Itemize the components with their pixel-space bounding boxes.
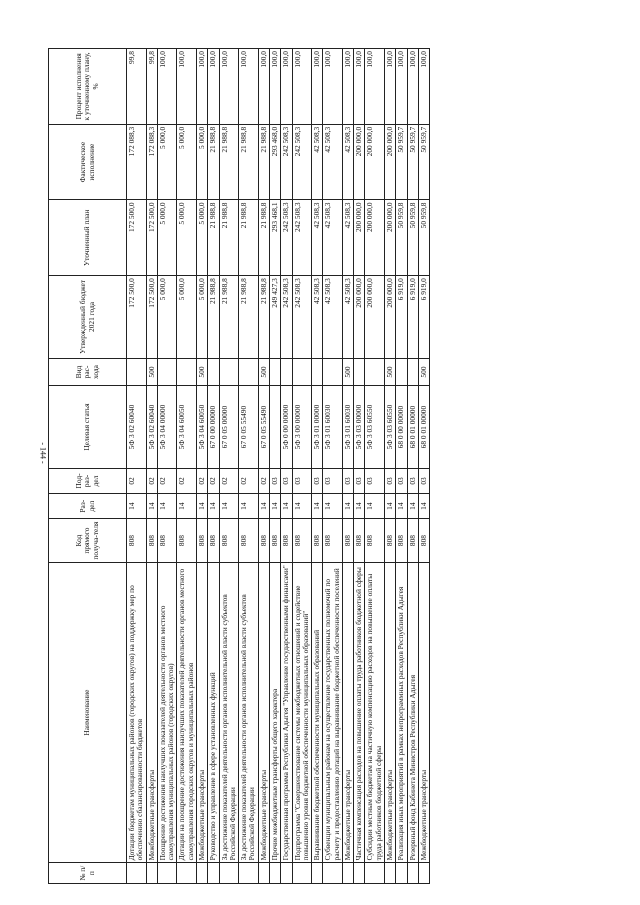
cell-percent: 100,0 <box>208 49 219 125</box>
page-number-text: - 144 - <box>38 442 48 464</box>
cell-razdel: 14 <box>157 494 177 519</box>
cell-podrazdel: 02 <box>258 468 269 493</box>
cell-podrazdel: 02 <box>157 468 177 493</box>
cell-vid <box>396 358 407 386</box>
cell-target: 67 0 05 55490 <box>239 386 259 469</box>
cell-name: За достижение показателей деятельности органов исполнительной власти субъектов Российской Федерации <box>219 562 239 863</box>
cell-approved: 6 919,0 <box>396 276 407 359</box>
cell-razdel: 14 <box>418 494 429 519</box>
cell-podrazdel: 03 <box>342 468 353 493</box>
cell-actual: 200 000,0 <box>385 124 396 200</box>
header-approved: Утвержденный бюджет 2021 года <box>49 276 127 359</box>
cell-code: 808 <box>323 519 343 563</box>
cell-name: Реализация иных мероприятий в рамках непрограммных расходов Республики Адыгея <box>396 562 407 863</box>
cell-actual: 50 959,7 <box>396 124 407 200</box>
cell-plan: 21 988,8 <box>258 200 269 276</box>
cell-approved: 200 000,0 <box>365 276 385 359</box>
cell-vid <box>208 358 219 386</box>
cell-code: 808 <box>127 519 147 563</box>
cell-razdel: 14 <box>292 494 312 519</box>
table-row <box>342 49 353 884</box>
cell-plan: 200 000,0 <box>365 200 385 276</box>
cell-index <box>177 863 197 884</box>
cell-approved: 172 500,0 <box>127 276 147 359</box>
cell-index <box>312 863 323 884</box>
cell-percent: 99,8 <box>146 49 157 125</box>
cell-name: Межбюджетные трансферты <box>342 562 353 863</box>
cell-code: 808 <box>177 519 197 563</box>
cell-index <box>127 863 147 884</box>
cell-plan: 5 000,0 <box>157 200 177 276</box>
cell-podrazdel: 03 <box>323 468 343 493</box>
cell-plan: 200 000,0 <box>385 200 396 276</box>
cell-razdel: 14 <box>385 494 396 519</box>
cell-plan: 50 959,8 <box>396 200 407 276</box>
cell-name: Прочие межбюджетные трансферты общего характера <box>269 562 280 863</box>
table-row <box>407 49 418 884</box>
cell-razdel: 14 <box>127 494 147 519</box>
cell-plan: 242 508,3 <box>281 200 292 276</box>
cell-target: 5Ф 3 03 00000 <box>354 386 365 469</box>
page-number <box>38 28 48 878</box>
cell-code: 808 <box>258 519 269 563</box>
cell-plan: 42 508,3 <box>342 200 353 276</box>
cell-code: 808 <box>365 519 385 563</box>
cell-razdel: 14 <box>196 494 207 519</box>
cell-razdel: 14 <box>354 494 365 519</box>
cell-vid <box>177 358 197 386</box>
cell-actual: 293 468,0 <box>269 124 280 200</box>
cell-razdel: 14 <box>219 494 239 519</box>
cell-approved: 249 427,3 <box>269 276 280 359</box>
cell-approved: 42 508,3 <box>323 276 343 359</box>
table-row <box>258 49 269 884</box>
cell-actual: 200 000,0 <box>354 124 365 200</box>
cell-approved: 5 000,0 <box>177 276 197 359</box>
cell-approved: 6 919,0 <box>407 276 418 359</box>
cell-index <box>323 863 343 884</box>
cell-approved: 5 000,0 <box>196 276 207 359</box>
cell-name: Субсидии местным бюджетам на частичную компенсацию расходов на повышение оплаты труда работников бюджетной сферы <box>365 562 385 863</box>
table-row <box>219 49 239 884</box>
cell-razdel: 14 <box>208 494 219 519</box>
cell-index <box>342 863 353 884</box>
cell-actual: 50 959,7 <box>418 124 429 200</box>
header-razdel: Раз-дел <box>49 494 127 519</box>
cell-actual: 42 508,3 <box>323 124 343 200</box>
cell-approved: 5 000,0 <box>157 276 177 359</box>
cell-target: 67 0 05 00000 <box>219 386 239 469</box>
cell-code: 808 <box>407 519 418 563</box>
header-row <box>49 49 127 884</box>
cell-target: 5Ф 3 01 60030 <box>342 386 353 469</box>
cell-podrazdel: 02 <box>146 468 157 493</box>
cell-actual: 172 088,3 <box>146 124 157 200</box>
cell-percent: 100,0 <box>312 49 323 125</box>
cell-razdel: 14 <box>365 494 385 519</box>
cell-percent: 100,0 <box>418 49 429 125</box>
cell-razdel: 14 <box>146 494 157 519</box>
table-row <box>177 49 197 884</box>
header-index: № п/п <box>49 863 127 884</box>
table-body <box>127 49 430 884</box>
cell-approved: 21 988,8 <box>239 276 259 359</box>
table-row <box>146 49 157 884</box>
cell-razdel: 14 <box>269 494 280 519</box>
cell-podrazdel: 02 <box>219 468 239 493</box>
cell-index <box>219 863 239 884</box>
cell-actual: 42 508,3 <box>342 124 353 200</box>
cell-plan: 50 959,8 <box>418 200 429 276</box>
cell-actual: 242 508,3 <box>281 124 292 200</box>
cell-name: Поощрение достижения наилучших показателей деятельности органов местного самоуправления муниципальных районов (городских округов) <box>157 562 177 863</box>
cell-approved: 242 508,3 <box>281 276 292 359</box>
cell-plan: 172 500,0 <box>127 200 147 276</box>
cell-vid <box>127 358 147 386</box>
header-podrazdel: Под-раз-дел <box>49 468 127 493</box>
cell-vid <box>365 358 385 386</box>
cell-podrazdel: 02 <box>127 468 147 493</box>
cell-percent: 100,0 <box>292 49 312 125</box>
cell-vid <box>269 358 280 386</box>
cell-vid: 500 <box>385 358 396 386</box>
cell-percent: 100,0 <box>323 49 343 125</box>
table-row <box>269 49 280 884</box>
cell-percent: 100,0 <box>385 49 396 125</box>
table-row <box>208 49 219 884</box>
cell-name: Межбюджетные трансферты <box>418 562 429 863</box>
cell-podrazdel: 02 <box>208 468 219 493</box>
table-row <box>418 49 429 884</box>
table-row <box>127 49 147 884</box>
cell-target: 5Ф 3 00 00000 <box>292 386 312 469</box>
cell-index <box>269 863 280 884</box>
cell-code: 808 <box>342 519 353 563</box>
cell-vid <box>323 358 343 386</box>
cell-razdel: 14 <box>312 494 323 519</box>
cell-plan: 172 500,0 <box>146 200 157 276</box>
cell-target: 5Ф 3 03 60550 <box>365 386 385 469</box>
cell-vid: 500 <box>342 358 353 386</box>
table-row <box>365 49 385 884</box>
cell-actual: 242 508,3 <box>292 124 312 200</box>
cell-approved: 242 508,3 <box>292 276 312 359</box>
cell-podrazdel: 02 <box>239 468 259 493</box>
cell-target: 68 0 01 00000 <box>418 386 429 469</box>
table-row <box>157 49 177 884</box>
cell-podrazdel: 03 <box>354 468 365 493</box>
cell-name: Субвенции муниципальным районам на осуществление государственных полномочий по расчету и предоставлению дотаций на выравнивание бюджетной обеспеченности поселений <box>323 562 343 863</box>
cell-code: 808 <box>146 519 157 563</box>
table-row <box>196 49 207 884</box>
cell-target: 67 0 00 00000 <box>208 386 219 469</box>
cell-index <box>292 863 312 884</box>
cell-index <box>258 863 269 884</box>
cell-percent: 100,0 <box>177 49 197 125</box>
cell-name: Межбюджетные трансферты <box>385 562 396 863</box>
cell-approved: 42 508,3 <box>342 276 353 359</box>
cell-plan: 42 508,3 <box>312 200 323 276</box>
cell-plan: 242 508,3 <box>292 200 312 276</box>
cell-code: 808 <box>292 519 312 563</box>
cell-percent: 100,0 <box>281 49 292 125</box>
cell-podrazdel: 03 <box>418 468 429 493</box>
cell-razdel: 14 <box>396 494 407 519</box>
cell-vid: 500 <box>146 358 157 386</box>
cell-index <box>239 863 259 884</box>
cell-actual: 5 000,0 <box>157 124 177 200</box>
cell-index <box>208 863 219 884</box>
cell-actual: 21 988,8 <box>208 124 219 200</box>
cell-index <box>418 863 429 884</box>
cell-percent: 100,0 <box>365 49 385 125</box>
cell-percent: 99,8 <box>127 49 147 125</box>
cell-razdel: 14 <box>239 494 259 519</box>
cell-name: Резервный фонд Кабинета Министров Республики Адыгея <box>407 562 418 863</box>
cell-code: 808 <box>312 519 323 563</box>
header-vid: Вид рас-хода <box>49 358 127 386</box>
cell-target: 5Ф 3 04 00000 <box>157 386 177 469</box>
header-code: Код прямого получа-теля <box>49 519 127 563</box>
table-row <box>323 49 343 884</box>
cell-target: 68 0 01 00000 <box>407 386 418 469</box>
header-percent: Процент исполнения к уточненному плану, % <box>49 49 127 125</box>
cell-approved: 21 988,8 <box>219 276 239 359</box>
cell-index <box>407 863 418 884</box>
cell-code: 808 <box>208 519 219 563</box>
cell-target: 5Ф 3 04 60050 <box>177 386 197 469</box>
cell-podrazdel: 02 <box>196 468 207 493</box>
header-plan: Уточненный план <box>49 200 127 276</box>
cell-razdel: 14 <box>177 494 197 519</box>
cell-plan: 200 000,0 <box>354 200 365 276</box>
budget-table <box>48 48 430 884</box>
cell-code: 808 <box>219 519 239 563</box>
table-row <box>354 49 365 884</box>
cell-code: 808 <box>196 519 207 563</box>
cell-approved: 172 500,0 <box>146 276 157 359</box>
cell-actual: 42 508,3 <box>312 124 323 200</box>
cell-code: 808 <box>385 519 396 563</box>
cell-plan: 21 988,8 <box>219 200 239 276</box>
cell-vid: 500 <box>258 358 269 386</box>
cell-target: 5Ф 3 01 60030 <box>323 386 343 469</box>
cell-plan: 5 000,0 <box>177 200 197 276</box>
cell-podrazdel: 03 <box>396 468 407 493</box>
table-row <box>385 49 396 884</box>
cell-razdel: 14 <box>281 494 292 519</box>
cell-vid <box>292 358 312 386</box>
header-name: Наименование <box>49 562 127 863</box>
cell-code: 808 <box>354 519 365 563</box>
cell-percent: 100,0 <box>157 49 177 125</box>
cell-target: 5Ф 0 00 00000 <box>281 386 292 469</box>
cell-target: 68 0 00 00000 <box>396 386 407 469</box>
cell-actual: 172 088,3 <box>127 124 147 200</box>
cell-razdel: 14 <box>407 494 418 519</box>
cell-percent: 100,0 <box>196 49 207 125</box>
cell-code: 808 <box>281 519 292 563</box>
cell-approved: 6 919,0 <box>418 276 429 359</box>
cell-approved: 42 508,3 <box>312 276 323 359</box>
cell-actual: 21 988,8 <box>219 124 239 200</box>
cell-vid <box>407 358 418 386</box>
cell-code: 808 <box>418 519 429 563</box>
cell-name: Межбюджетные трансферты <box>146 562 157 863</box>
cell-podrazdel: 02 <box>177 468 197 493</box>
cell-percent: 100,0 <box>407 49 418 125</box>
cell-podrazdel: 03 <box>365 468 385 493</box>
cell-target: 5Ф 3 02 60040 <box>127 386 147 469</box>
cell-plan: 42 508,3 <box>323 200 343 276</box>
cell-vid <box>239 358 259 386</box>
cell-actual: 5 000,0 <box>196 124 207 200</box>
cell-podrazdel: 03 <box>269 468 280 493</box>
cell-index <box>354 863 365 884</box>
cell-name: Дотации на поощрение достижения наилучших показателей деятельности органов местного самоуправления городских округов и муниципальных районов <box>177 562 197 863</box>
cell-approved: 200 000,0 <box>354 276 365 359</box>
cell-percent: 100,0 <box>396 49 407 125</box>
cell-percent: 100,0 <box>258 49 269 125</box>
cell-index <box>196 863 207 884</box>
cell-name: Руководство и управление в сфере установленных функций <box>208 562 219 863</box>
cell-razdel: 14 <box>323 494 343 519</box>
cell-name: Межбюджетные трансферты <box>258 562 269 863</box>
cell-podrazdel: 03 <box>292 468 312 493</box>
cell-index <box>146 863 157 884</box>
table-row <box>396 49 407 884</box>
cell-index <box>396 863 407 884</box>
rotated-page <box>48 48 608 884</box>
cell-index <box>365 863 385 884</box>
cell-actual: 21 988,8 <box>258 124 269 200</box>
cell-name: Частичная компенсация расходов на повышение оплаты труда работников бюджетной сферы <box>354 562 365 863</box>
cell-vid: 500 <box>196 358 207 386</box>
cell-approved: 200 000,0 <box>385 276 396 359</box>
cell-target <box>269 386 280 469</box>
cell-target: 5Ф 3 03 60550 <box>385 386 396 469</box>
cell-plan: 21 988,8 <box>239 200 259 276</box>
cell-plan: 21 988,8 <box>208 200 219 276</box>
cell-name: Государственная программа Республики Адыгея "Управление государственными финансами" <box>281 562 292 863</box>
cell-percent: 100,0 <box>342 49 353 125</box>
cell-index <box>385 863 396 884</box>
cell-vid <box>281 358 292 386</box>
cell-actual: 5 000,0 <box>177 124 197 200</box>
cell-razdel: 14 <box>342 494 353 519</box>
cell-vid <box>219 358 239 386</box>
cell-podrazdel: 03 <box>385 468 396 493</box>
cell-approved: 21 988,8 <box>258 276 269 359</box>
cell-target: 5Ф 3 02 60040 <box>146 386 157 469</box>
cell-vid <box>312 358 323 386</box>
cell-percent: 100,0 <box>354 49 365 125</box>
cell-index <box>157 863 177 884</box>
table-row <box>281 49 292 884</box>
cell-name: Выравнивание бюджетной обеспеченности муниципальных образований <box>312 562 323 863</box>
cell-code: 808 <box>396 519 407 563</box>
cell-name: Подпрограмма "Совершенствование системы межбюджетных отношений и содействие повышению уровня бюджетной обеспеченности муниципальных образований" <box>292 562 312 863</box>
cell-percent: 100,0 <box>219 49 239 125</box>
cell-index <box>281 863 292 884</box>
table-row <box>312 49 323 884</box>
cell-approved: 21 988,8 <box>208 276 219 359</box>
cell-name: За достижение показателей деятельности органов исполнительной власти субъектов Российской Федерации <box>239 562 259 863</box>
cell-podrazdel: 03 <box>312 468 323 493</box>
cell-name: Межбюджетные трансферты <box>196 562 207 863</box>
table-row <box>239 49 259 884</box>
cell-code: 808 <box>269 519 280 563</box>
cell-target: 5Ф 3 04 60050 <box>196 386 207 469</box>
table-row <box>292 49 312 884</box>
cell-plan: 5 000,0 <box>196 200 207 276</box>
cell-plan: 293 468,1 <box>269 200 280 276</box>
cell-code: 808 <box>239 519 259 563</box>
cell-podrazdel: 03 <box>281 468 292 493</box>
cell-plan: 50 959,8 <box>407 200 418 276</box>
cell-actual: 21 988,8 <box>239 124 259 200</box>
cell-actual: 50 959,7 <box>407 124 418 200</box>
document-table-area <box>48 48 608 884</box>
header-target: Целевая статья <box>49 386 127 469</box>
cell-razdel: 14 <box>258 494 269 519</box>
cell-actual: 200 000,0 <box>365 124 385 200</box>
cell-vid: 500 <box>418 358 429 386</box>
cell-percent: 100,0 <box>239 49 259 125</box>
cell-percent: 100,0 <box>269 49 280 125</box>
cell-code: 808 <box>157 519 177 563</box>
cell-podrazdel: 03 <box>407 468 418 493</box>
cell-vid <box>157 358 177 386</box>
cell-target: 67 0 05 55490 <box>258 386 269 469</box>
cell-target: 5Ф 3 01 00000 <box>312 386 323 469</box>
cell-name: Дотации бюджетам муниципальных районов (городских округов) на поддержку мер по обеспечению сбалансированности бюджетов <box>127 562 147 863</box>
cell-vid <box>354 358 365 386</box>
header-actual: Фактическое исполнение <box>49 124 127 200</box>
